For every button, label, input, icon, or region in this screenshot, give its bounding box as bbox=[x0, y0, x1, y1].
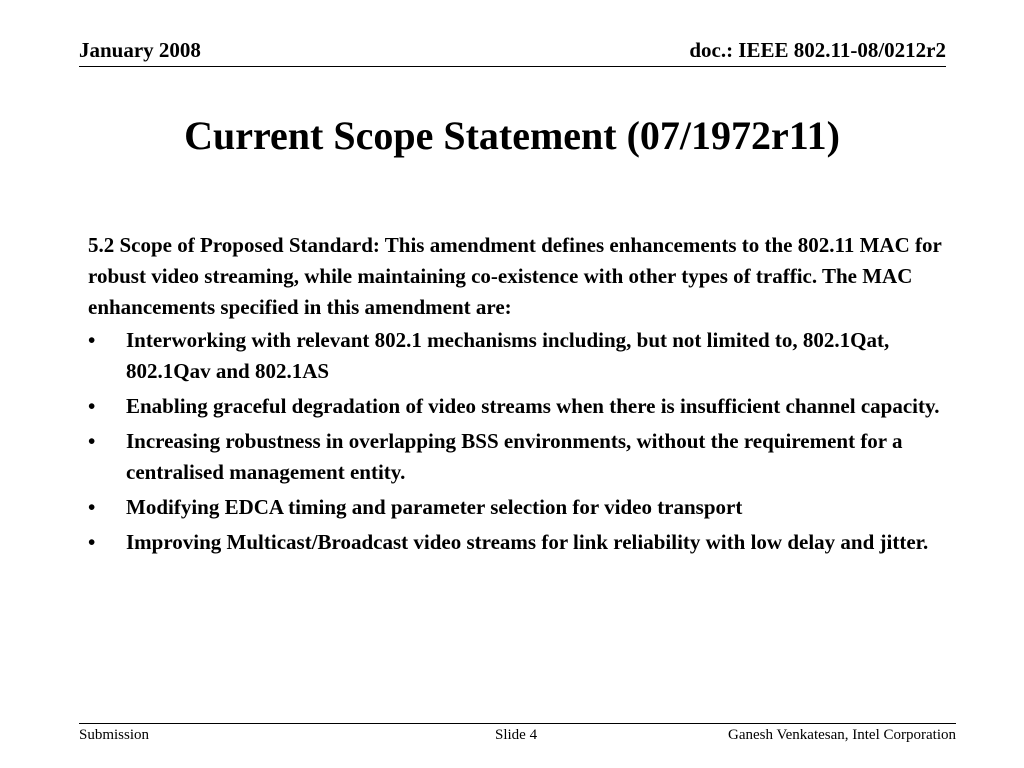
slide-body bbox=[88, 230, 948, 562]
bullet-item-4 bbox=[88, 492, 948, 523]
bullet-icon: • bbox=[88, 530, 96, 554]
header-date: January 2008 bbox=[79, 38, 201, 62]
bullet-item-5 bbox=[88, 527, 948, 558]
footer-submission: Submission bbox=[79, 727, 150, 743]
footer-slide-number: Slide 4 bbox=[495, 727, 538, 743]
bullet-text-1: Interworking with relevant 802.1 mechanisms including, but not limited to, 802.1Qat, 802.1Qav and 802.1AS bbox=[126, 328, 890, 383]
scope-intro-paragraph: 5.2 Scope of Proposed Standard: This amendment defines enhancements to the 802.11 MAC for robust video streaming, while maintaining co-existence with other types of traffic. The MAC enhancements specified in this amendment are: bbox=[88, 233, 942, 319]
bullet-item-1 bbox=[88, 325, 948, 387]
header-doc-id: doc.: IEEE 802.11-08/0212r2 bbox=[689, 38, 946, 62]
bullet-text-3: Increasing robustness in overlapping BSS environments, without the requirement for a centralised management entity. bbox=[126, 429, 903, 484]
slide-title: Current Scope Statement (07/1972r11) bbox=[184, 113, 840, 158]
bullet-icon: • bbox=[88, 495, 96, 519]
bullet-item-2 bbox=[88, 391, 948, 422]
header-divider bbox=[79, 66, 946, 67]
bullet-text-5: Improving Multicast/Broadcast video streams for link reliability with low delay and jitter. bbox=[126, 530, 929, 554]
bullet-item-3 bbox=[88, 426, 948, 488]
bullet-text-4: Modifying EDCA timing and parameter selection for video transport bbox=[126, 495, 743, 519]
scope-bullet-list bbox=[88, 325, 948, 558]
bullet-icon: • bbox=[88, 429, 96, 453]
footer-divider bbox=[79, 723, 956, 724]
footer-author: Ganesh Venkatesan, Intel Corporation bbox=[728, 727, 956, 743]
bullet-icon: • bbox=[88, 394, 96, 418]
bullet-icon: • bbox=[88, 328, 96, 352]
bullet-text-2: Enabling graceful degradation of video streams when there is insufficient channel capacity. bbox=[126, 394, 940, 418]
